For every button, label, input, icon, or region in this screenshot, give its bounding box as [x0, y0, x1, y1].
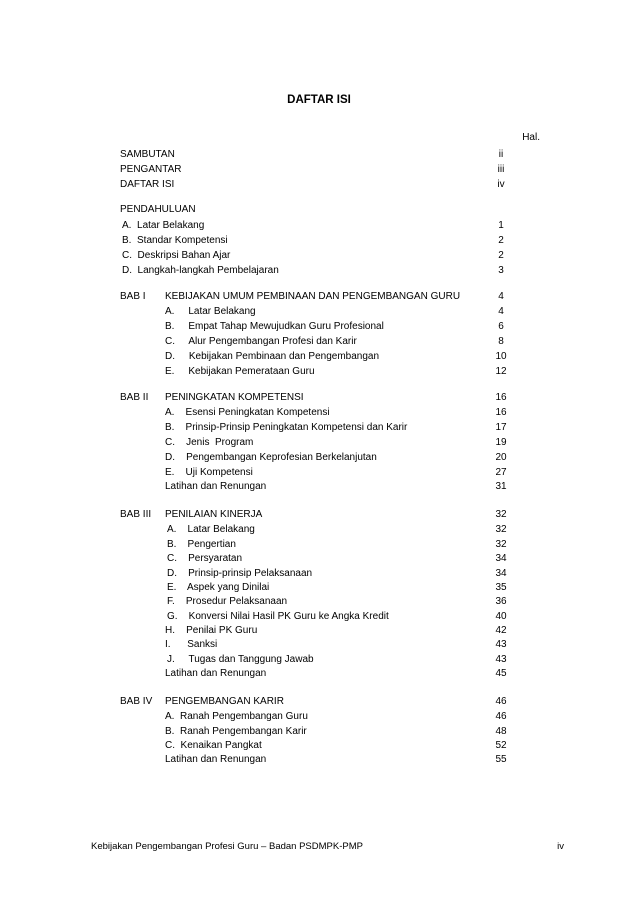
toc-entry-label: PENILAIAN KINERJA — [165, 509, 263, 520]
toc-entry-page: 6 — [498, 321, 504, 332]
toc-entry — [167, 552, 242, 566]
toc-entry-page: 34 — [495, 568, 507, 579]
toc-entry-label: A. Ranah Pengembangan Guru — [165, 711, 308, 722]
toc-entry — [167, 610, 389, 624]
toc-entry-label: F. Prosedur Pelaksanaan — [167, 596, 288, 607]
toc-entry-page: iv — [497, 179, 505, 190]
toc-entry — [122, 219, 204, 233]
toc-entry-page: 55 — [495, 754, 507, 765]
toc-entry-page: 48 — [495, 726, 507, 737]
toc-entry — [165, 508, 262, 522]
toc-entry — [165, 350, 379, 364]
toc-entry — [165, 365, 315, 379]
toc-entry — [120, 148, 175, 162]
toc-entry — [165, 335, 357, 349]
toc-entry — [122, 234, 228, 248]
toc-entry — [165, 695, 284, 709]
toc-entry-page: 34 — [495, 553, 507, 564]
toc-entry-page: 27 — [495, 467, 507, 478]
toc-entry-label: J. Tugas dan Tanggung Jawab — [167, 654, 314, 665]
toc-entry — [120, 178, 174, 192]
toc-entry — [165, 290, 460, 304]
toc-entry-page: 46 — [495, 711, 507, 722]
toc-entry-label: BAB I — [120, 291, 146, 302]
toc-entry-label: PENINGKATAN KOMPETENSI — [165, 392, 304, 403]
toc-entry — [165, 624, 257, 638]
toc-entry — [165, 406, 330, 420]
toc-entry-label: E. Kebijakan Pemerataan Guru — [165, 366, 315, 377]
toc-entry-page: 3 — [498, 265, 504, 276]
footer-page-number: iv — [557, 841, 564, 852]
toc-entry-page: 35 — [495, 582, 507, 593]
toc-entry-label: PENDAHULUAN — [120, 204, 196, 215]
toc-entry-label: A. Latar Belakang — [122, 220, 205, 231]
toc-entry-label: D. Kebijakan Pembinaan dan Pengembangan — [165, 351, 380, 362]
toc-entry — [165, 725, 307, 739]
toc-entry-label: H. Penilai PK Guru — [165, 625, 258, 636]
toc-entry-label: E. Aspek yang Dinilai — [167, 582, 270, 593]
toc-entry — [167, 653, 314, 667]
toc-entry-label: D. Prinsip-prinsip Pelaksanaan — [167, 568, 313, 579]
toc-entry — [165, 421, 407, 435]
toc-entry — [167, 595, 287, 609]
toc-entry-label: D. Langkah-langkah Pembelajaran — [122, 265, 279, 276]
toc-entry-page: 12 — [495, 366, 507, 377]
toc-entry-page: 45 — [495, 668, 507, 679]
toc-entry-label: Latihan dan Renungan — [165, 754, 267, 765]
toc-entry-page: 4 — [498, 291, 504, 302]
toc-entry-page: 8 — [498, 336, 504, 347]
toc-entry-label: DAFTAR ISI — [120, 179, 175, 190]
toc-entry-page: 36 — [495, 596, 507, 607]
toc-entry-label: BAB III — [120, 509, 152, 520]
page-footer — [91, 841, 564, 852]
toc-entry-label: BAB II — [120, 392, 149, 403]
toc-entry-label: PENGANTAR — [120, 164, 182, 175]
toc-entry-label: Latihan dan Renungan — [165, 481, 267, 492]
toc-entry — [167, 538, 236, 552]
toc-entry-page: iii — [497, 164, 505, 175]
toc-entry-page: 32 — [495, 524, 507, 535]
toc-entry-page: 43 — [495, 654, 507, 665]
toc-entry-label: D. Pengembangan Keprofesian Berkelanjutan — [165, 452, 377, 463]
toc-entry — [120, 290, 146, 304]
toc-entry — [120, 391, 148, 405]
page-title: DAFTAR ISI — [287, 94, 351, 106]
toc-entry-page: 42 — [495, 625, 507, 636]
toc-entry-page: 10 — [495, 351, 507, 362]
toc-entry-page: 16 — [495, 407, 507, 418]
toc-entry — [165, 638, 217, 652]
toc-entry-label: SAMBUTAN — [120, 149, 175, 160]
toc-entry-page: 20 — [495, 452, 507, 463]
toc-entry — [165, 739, 262, 753]
footer-text: Kebijakan Pengembangan Profesi Guru – Badan PSDMPK-PMP — [91, 841, 363, 852]
toc-entry-page: 52 — [495, 740, 507, 751]
toc-entry — [167, 581, 269, 595]
toc-entry-page: 16 — [495, 392, 507, 403]
toc-entry — [120, 203, 196, 217]
toc-entry — [165, 436, 253, 450]
toc-entry — [165, 451, 377, 465]
toc-entry — [165, 466, 253, 480]
toc-entry-label: G. Konversi Nilai Hasil PK Guru ke Angka Kredit — [167, 611, 389, 622]
toc-entry-page: 2 — [498, 235, 504, 246]
toc-entry-label: C. Persyaratan — [167, 553, 243, 564]
toc-entry-label: B. Prinsip-Prinsip Peningkatan Kompetensi dan Karir — [165, 422, 408, 433]
toc-entry-label: C. Kenaikan Pangkat — [165, 740, 262, 751]
toc-entry — [122, 264, 279, 278]
toc-entry-label: A. Latar Belakang — [165, 306, 256, 317]
toc-entry-label: B. Standar Kompetensi — [122, 235, 228, 246]
toc-entry-page: 43 — [495, 639, 507, 650]
toc-entry-label: B. Empat Tahap Mewujudkan Guru Profesional — [165, 321, 384, 332]
toc-entry-page: 17 — [495, 422, 507, 433]
toc-entry-page: 46 — [495, 696, 507, 707]
toc-entry — [167, 523, 255, 537]
toc-entry-page: 2 — [498, 250, 504, 261]
toc-entry-label: C. Alur Pengembangan Profesi dan Karir — [165, 336, 357, 347]
toc-entry-label: B. Pengertian — [167, 539, 236, 550]
toc-entry — [167, 567, 312, 581]
toc-entry — [120, 508, 151, 522]
page-column-header: Hal. — [522, 132, 540, 143]
toc-entry-page: 31 — [495, 481, 507, 492]
toc-entry — [165, 710, 308, 724]
toc-entry-label: B. Ranah Pengembangan Karir — [165, 726, 307, 737]
toc-entry-label: PENGEMBANGAN KARIR — [165, 696, 284, 707]
toc-entry — [165, 391, 304, 405]
toc-entry — [165, 753, 266, 767]
toc-entry-label: KEBIJAKAN UMUM PEMBINAAN DAN PENGEMBANGAN GURU — [165, 291, 461, 302]
toc-entry-label: C. Jenis Program — [165, 437, 254, 448]
toc-entry-label: A. Esensi Peningkatan Kompetensi — [165, 407, 330, 418]
toc-entry-page: ii — [498, 149, 504, 160]
toc-entry-label: E. Uji Kompetensi — [165, 467, 253, 478]
toc-entry-label: C. Deskripsi Bahan Ajar — [122, 250, 231, 261]
toc-entry-page: 1 — [498, 220, 504, 231]
toc-entry — [165, 667, 266, 681]
toc-entry-page: 32 — [495, 539, 507, 550]
toc-entry-label: A. Latar Belakang — [167, 524, 255, 535]
toc-entry — [165, 305, 256, 319]
toc-entry — [120, 163, 182, 177]
toc-entry — [165, 320, 384, 334]
toc-entry-label: BAB IV — [120, 696, 153, 707]
toc-entry-page: 4 — [498, 306, 504, 317]
toc-entry — [165, 480, 266, 494]
toc-entry — [122, 249, 230, 263]
toc-entry-page: 40 — [495, 611, 507, 622]
toc-entry-label: Latihan dan Renungan — [165, 668, 267, 679]
toc-entry-page: 32 — [495, 509, 507, 520]
toc-entry — [120, 695, 152, 709]
toc-entry-label: I. Sanksi — [165, 639, 218, 650]
toc-entry-page: 19 — [495, 437, 507, 448]
